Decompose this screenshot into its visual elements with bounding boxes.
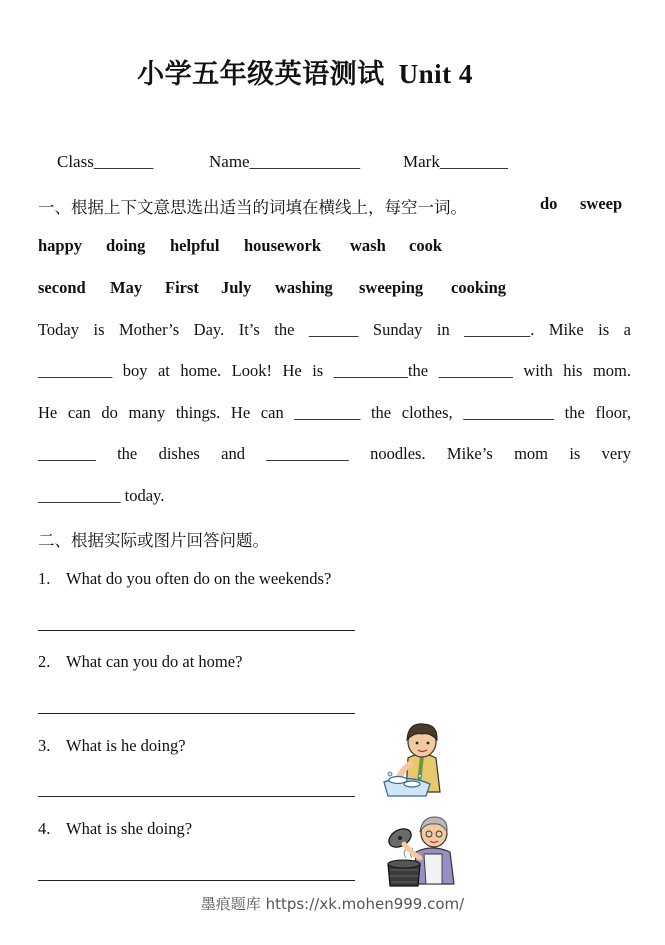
page-title — [0, 52, 610, 91]
question-3 — [38, 736, 186, 756]
word-bank-word: sweeping — [359, 278, 424, 297]
passage-line: Today is Mother’s Day. It’s the ______ Sunday in ________. Mike is a — [38, 320, 631, 339]
word-bank-word: First — [165, 278, 199, 297]
footer-watermark: 墨痕题库 https://xk.mohen999.com/ — [200, 895, 465, 913]
word-bank-word: cooking — [451, 278, 507, 297]
question-text: What do you often do on the weekends? — [66, 569, 332, 588]
passage-line: _______ the dishes and __________ noodles. Mike’s mom is very — [38, 444, 631, 463]
section2-instruction: 二、根据实际或图片回答问题。 — [38, 531, 269, 550]
question-number: 2. — [38, 652, 51, 671]
answer-line-4[interactable] — [38, 880, 355, 881]
word-bank-word: housework — [244, 236, 322, 255]
answer-line-3[interactable] — [38, 796, 355, 797]
boy-washing-dishes-illustration — [378, 712, 460, 798]
title-unit: Unit 4 — [398, 59, 473, 89]
word-bank-word: helpful — [170, 236, 220, 255]
answer-line-1[interactable] — [38, 630, 355, 631]
word-bank-word: happy — [38, 236, 83, 255]
name-field[interactable]: Name_____________ — [209, 152, 361, 171]
woman-cooking-illustration — [380, 808, 466, 890]
section1-instruction: 一、根据上下文意思选出适当的词填在横线上，每空一词。 — [38, 198, 467, 217]
question-text: What is she doing? — [66, 819, 193, 838]
word-bank-word: wash — [350, 236, 386, 255]
question-text: What is he doing? — [66, 736, 186, 755]
mark-field[interactable]: Mark________ — [403, 152, 508, 171]
class-field[interactable]: Class_______ — [57, 152, 154, 171]
question-2 — [38, 652, 242, 672]
word-bank-word: cook — [409, 236, 442, 255]
title-chinese: 小学五年级英语测试 — [137, 59, 385, 90]
question-1 — [38, 569, 331, 589]
word-bank-word: doing — [106, 236, 146, 255]
word-bank-word: sweep — [580, 194, 623, 213]
passage-line: __________ today. — [38, 486, 165, 505]
word-bank-word: do — [540, 194, 558, 213]
passage-line: _________ boy at home. Look! He is _________the _________ with his mom. — [38, 361, 631, 380]
word-bank-word: July — [221, 278, 252, 297]
question-number: 1. — [38, 569, 51, 588]
question-text: What can you do at home? — [66, 652, 243, 671]
question-4 — [38, 819, 192, 839]
passage-line: He can do many things. He can ________ the clothes, ___________ the floor, — [38, 403, 631, 422]
word-bank-word: washing — [275, 278, 333, 297]
word-bank-word: second — [38, 278, 86, 297]
question-number: 4. — [38, 819, 51, 838]
word-bank-word: May — [110, 278, 143, 297]
answer-line-2[interactable] — [38, 713, 355, 714]
question-number: 3. — [38, 736, 51, 755]
